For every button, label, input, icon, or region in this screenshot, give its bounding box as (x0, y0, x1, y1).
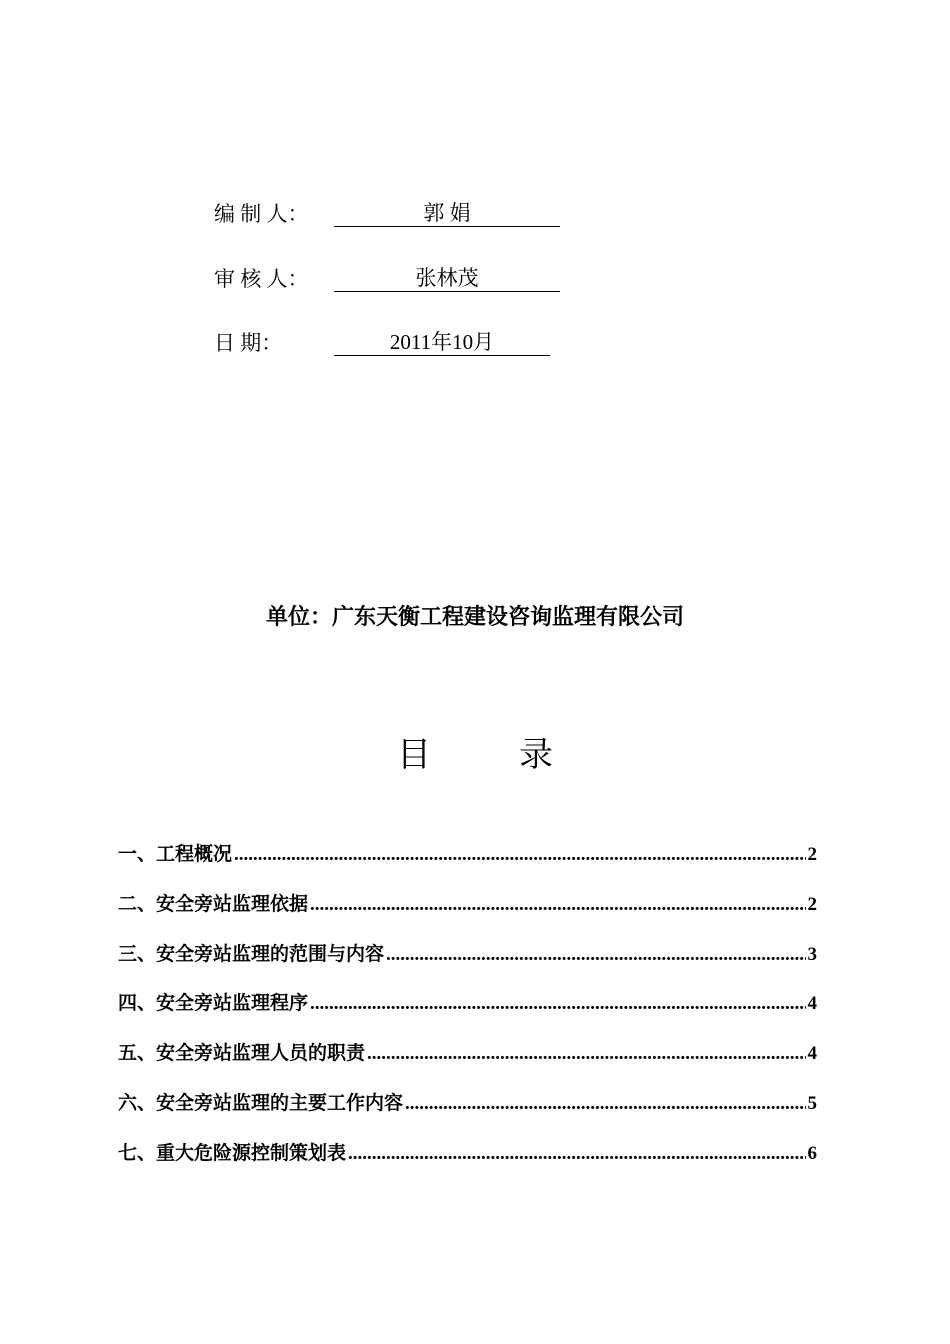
toc-item[interactable] (118, 1040, 817, 1066)
toc-item[interactable] (118, 990, 817, 1016)
toc-item-page: 2 (807, 844, 817, 865)
toc-item-title: 一、工程概况 (118, 843, 233, 865)
toc-item-title: 三、安全旁站监理的范围与内容 (118, 943, 385, 965)
toc-item-title: 五、安全旁站监理人员的职责 (118, 1042, 366, 1064)
toc-item[interactable] (118, 841, 817, 867)
toc-leader-dots (386, 942, 805, 968)
reviewer-label: 审 核 人： (214, 267, 309, 291)
toc-leader-dots (348, 1141, 805, 1167)
reviewer-row (214, 263, 479, 295)
toc-item[interactable] (118, 891, 817, 917)
date-value: 2011年10月 (334, 327, 550, 356)
toc-item-page: 3 (807, 944, 817, 965)
date-row (214, 327, 495, 359)
toc-item-page: 2 (807, 894, 817, 915)
toc-item-page: 4 (807, 993, 817, 1014)
toc-leader-dots (367, 1041, 805, 1067)
toc-title (0, 736, 950, 776)
compiler-label: 编 制 人： (214, 202, 309, 226)
toc-leader-dots (310, 991, 805, 1017)
toc-item[interactable] (118, 1140, 817, 1166)
toc-item-title: 七、重大危险源控制策划表 (118, 1142, 347, 1164)
toc-item[interactable] (118, 941, 817, 967)
toc-item-title: 二、安全旁站监理依据 (118, 893, 309, 915)
reviewer-value: 张林茂 (334, 263, 560, 292)
toc-item-title: 四、安全旁站监理程序 (118, 992, 309, 1014)
toc-item-title: 六、安全旁站监理的主要工作内容 (118, 1092, 404, 1114)
toc-title-right: 录 (519, 737, 553, 774)
compiler-value: 郭 娟 (334, 198, 560, 227)
toc-leader-dots (234, 842, 805, 868)
toc-item[interactable] (118, 1090, 817, 1116)
toc-title-left: 目 (397, 737, 431, 774)
date-label: 日 期： (214, 331, 283, 355)
toc-item-page: 6 (807, 1143, 817, 1164)
toc-item-page: 5 (807, 1093, 817, 1114)
toc-leader-dots (310, 892, 805, 918)
toc-item-page: 4 (807, 1043, 817, 1064)
unit-name: 单位：广东天衡工程建设咨询监理有限公司 (265, 605, 684, 630)
compiler-row (214, 198, 471, 230)
toc-leader-dots (405, 1091, 805, 1117)
